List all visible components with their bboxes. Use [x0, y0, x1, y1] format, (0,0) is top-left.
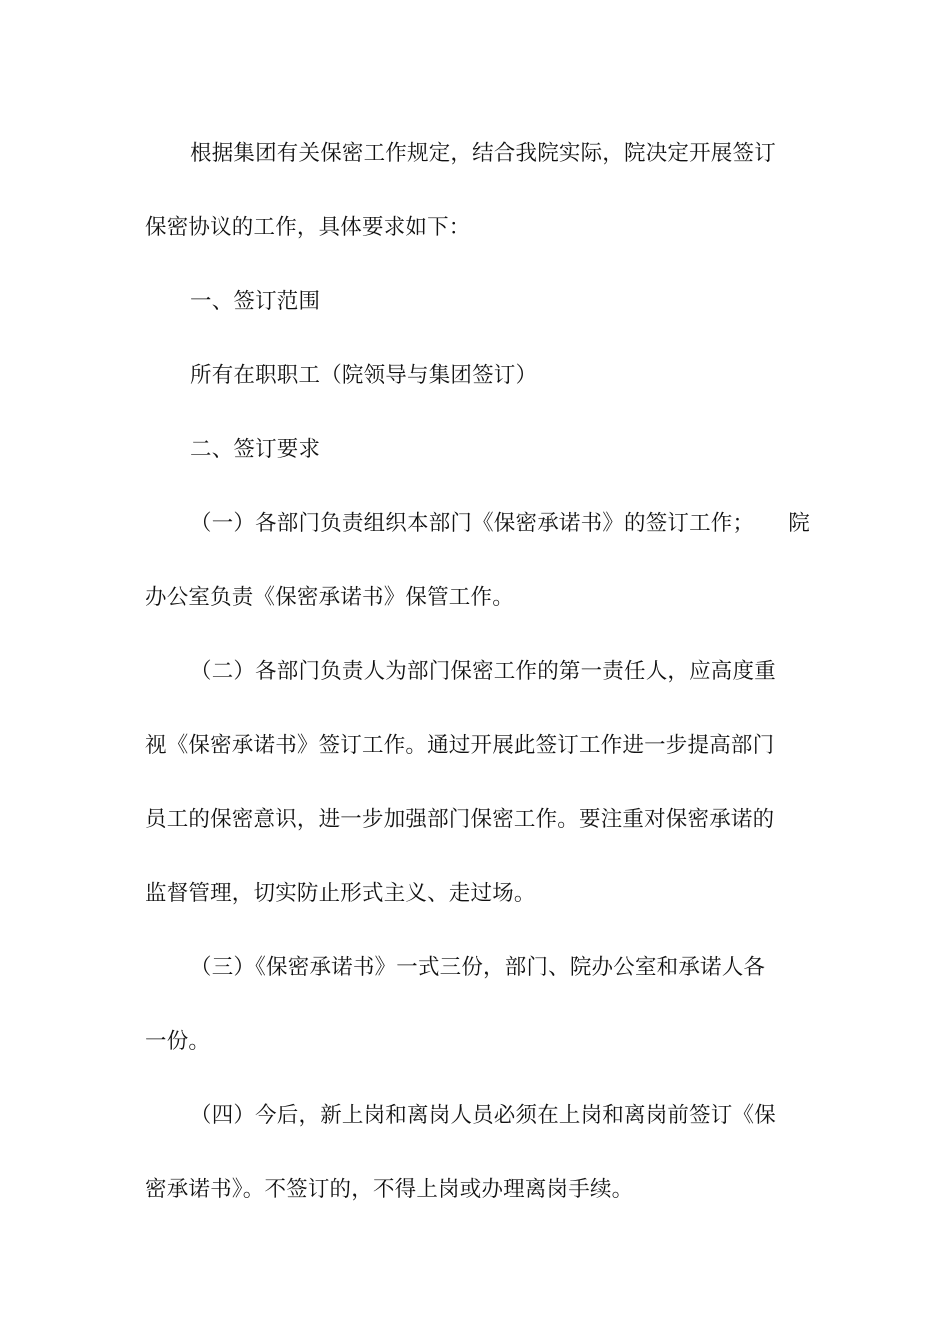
requirement-2-line-2: 视《保密承诺书》签订工作。通过开展此签订工作进一步提高部门: [145, 733, 775, 758]
paragraph-intro-line-2: 保密协议的工作，具体要求如下：: [145, 215, 471, 240]
requirement-4-line-2: 密承诺书》。不签订的，不得上岗或办理离岗手续。: [145, 1177, 634, 1202]
requirement-2-line-3: 员工的保密意识，进一步加强部门保密工作。要注重对保密承诺的: [145, 807, 775, 832]
requirement-1-line-2: 办公室负责《保密承诺书》保管工作。: [145, 585, 514, 610]
requirement-4-line-1: （四）今后，新上岗和离岗人员必须在上岗和离岗前签订《保: [190, 1103, 776, 1128]
requirement-2-line-4: 监督管理，切实防止形式主义、走过场。: [145, 881, 536, 906]
paragraph-intro-line-1: 根据集团有关保密工作规定，结合我院实际，院决定开展签订: [190, 141, 776, 166]
requirement-1-line-1-end: 院: [788, 511, 810, 536]
requirement-1-line-1: [190, 506, 810, 542]
requirement-2-line-1: （二）各部门负责人为部门保密工作的第一责任人，应高度重: [190, 659, 776, 684]
section-heading-scope: 一、签订范围: [190, 289, 321, 314]
section-heading-requirements: 二、签订要求: [190, 437, 321, 462]
requirement-3-line-1: （三）《保密承诺书》一式三份，部门、院办公室和承诺人各: [190, 955, 766, 980]
requirement-1-line-1-text: （一）各部门负责组织本部门《保密承诺书》的签订工作；: [190, 511, 755, 536]
paragraph-scope: 所有在职职工（院领导与集团签订）: [190, 363, 538, 388]
requirement-3-line-2: 一份。: [145, 1029, 211, 1054]
